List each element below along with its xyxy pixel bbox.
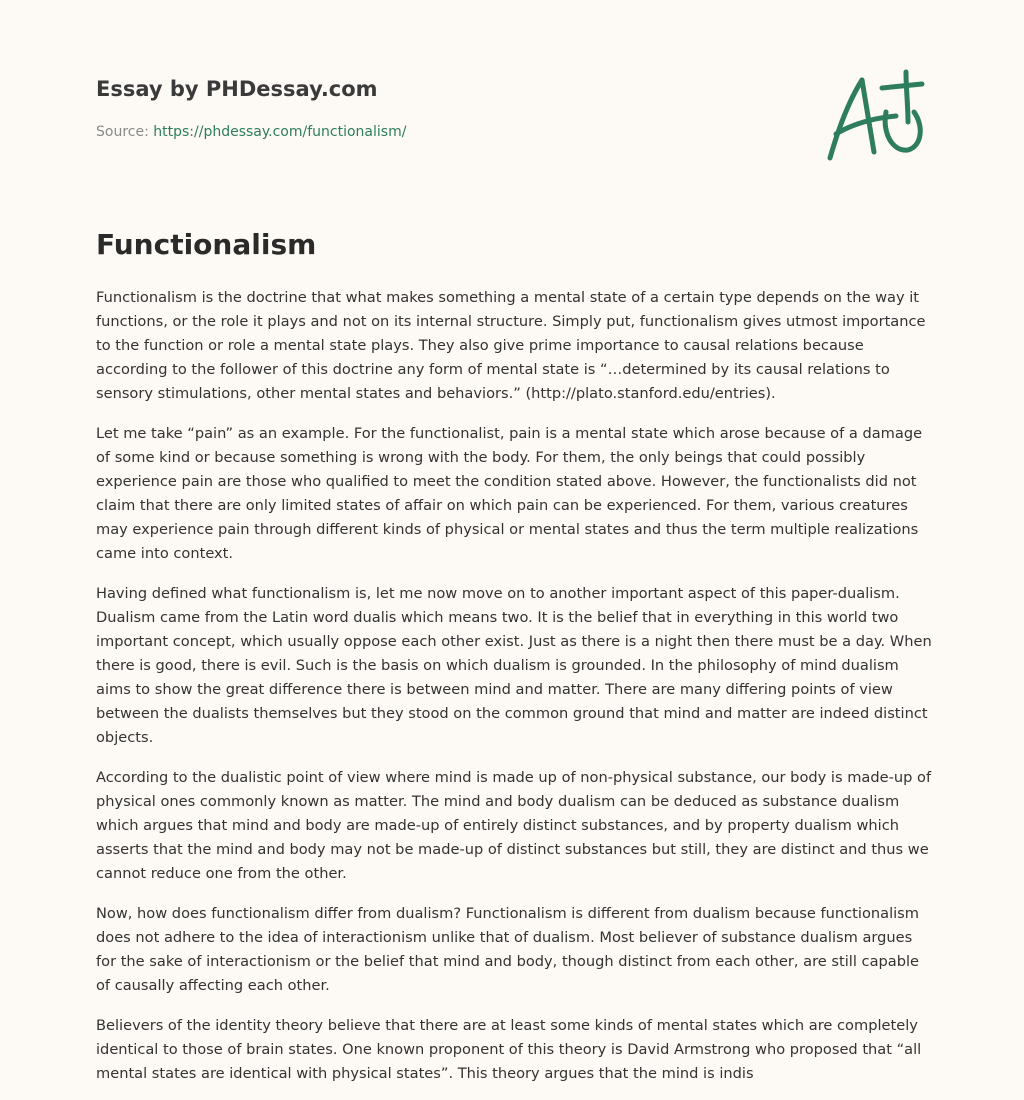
essay-paragraph: Now, how does functionalism differ from dualism? Functionalism is different from dualism because functionalism does not adhere to the idea of interactionism unlike that of dualism. Most believer of substance dualism argues for the sake of interactionism or the belief that mind and body, though distinct from each other, are still capable of causally affecting each other. [96,905,920,994]
essay-paragraph: According to the dualistic point of view where mind is made up of non-physical substance, our body is made-up of physical ones commonly known as matter. The mind and body dualism can be deduced as substance dualism which argues that mind and body are made-up of entirely distinct substances, and by property dualism which asserts that the mind and body may not be made-up of distinct substances but still, they are distinct and thus we cannot reduce one from the other. [96,769,932,882]
source-line [96,122,796,142]
essay-header [96,74,796,142]
source-link[interactable]: https://phdessay.com/functionalism/ [153,124,407,140]
a-plus-grade-icon [822,68,926,164]
essay-paragraph: Believers of the identity theory believe that there are at least some kinds of mental states which are completely identical to those of brain states. One known proponent of this theory is David Armstrong who proposed that “all mental states are identical with physical states”. This theory argues that the mind is indis [96,1017,922,1082]
essay-paragraph: Functionalism is the doctrine that what makes something a mental state of a certain type depends on the way it functions, or the role it plays and not on its internal structure. Simply put, functionalism gives utmost importance to the function or role a mental state plays. They also give prime importance to causal relations because according to the follower of this doctrine any form of mental state is “…determined by its causal relations to sensory stimulations, other mental states and behaviors.” (http://plato.stanford.edu/entries). [96,289,926,402]
site-title: Essay by PHDessay.com [96,77,378,101]
essay-paragraph: Let me take “pain” as an example. For the functionalist, pain is a mental state which arose because of a damage of some kind or because something is wrong with the body. For them, the only beings that could possibly experience pain are those who qualified to meet the condition stated above. However, the functionalists did not claim that there are only limited states of affair on which pain can be experienced. For them, various creatures may experience pain through different kinds of physical or mental states and thus the term multiple realizations came into context. [96,425,923,562]
essay-paragraph: Having defined what functionalism is, let me now move on to another important aspect of this paper-dualism. Dualism came from the Latin word dualis which means two. It is the belief that in everything in this world two important concept, which usually oppose each other exist. Just as there is a night then there must be a day. When there is good, there is evil. Such is the basis on which dualism is grounded. In the philosophy of mind dualism aims to show the great difference there is between mind and matter. There are many differing points of view between the dualists themselves but they stood on the common ground that mind and matter are indeed distinct objects. [96,585,932,746]
source-label: Source: [96,124,149,140]
essay-title: Functionalism [96,228,317,261]
essay-body [96,286,932,1092]
